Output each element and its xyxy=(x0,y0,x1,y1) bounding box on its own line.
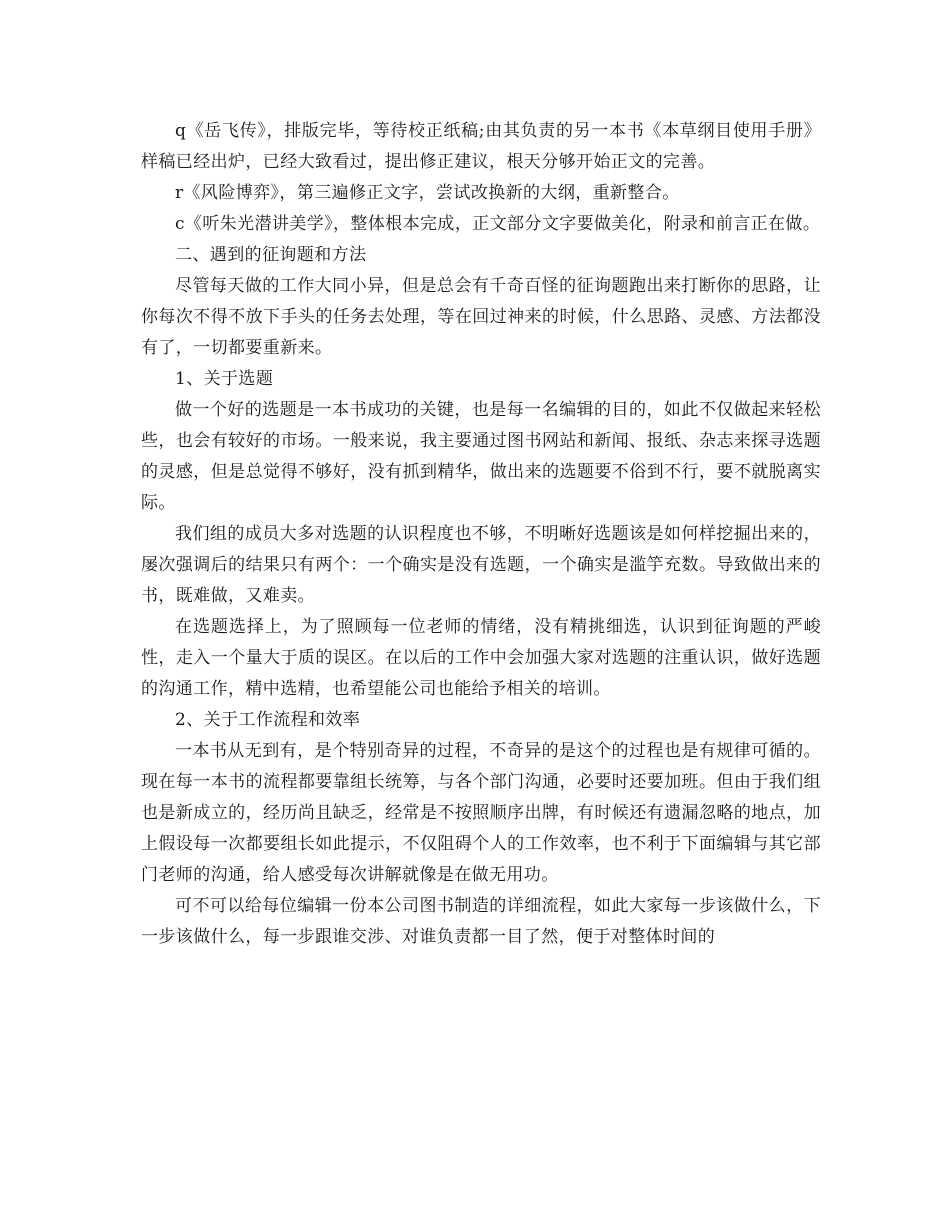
paragraph-workflow-1: 一本书从无到有，是个特别奇异的过程，不奇异的是这个的过程也是有规律可循的。现在每一本书的流程都要靠组长统筹，与各个部门沟通，必要时还要加班。但由于我们组也是新成立的，经历尚且缺乏，经常是不按照顺序出牌，有时候还有遗漏忽略的地点，加上假设每一次都要组长如此提示，不仅阻碍个人的工作效率，也不利于下面编辑与其它部门老师的沟通，给人感受每次讲解就像是在做无用功。 xyxy=(141,741,821,885)
paragraph-book-yuefei: q《岳飞传》，排版完毕，等待校正纸稿;由其负责的另一本书《本草纲目使用手册》样稿已经出炉，已经大致看过，提出修正建议，根天分够开始正文的完善。 xyxy=(141,121,821,172)
paragraph-book-aesthetics: c《听朱光潜讲美学》，整体根本完成，正文部分文字要做美化，附录和前言正在做。 xyxy=(175,214,821,234)
section-heading-problems: 二、遇到的征询题和方法 xyxy=(175,245,367,265)
paragraph-problems-intro: 尽管每天做的工作大同小异，但是总会有千奇百怪的征询题跑出来打断你的思路，让你每次不得不放下手头的任务去处理，等在回过神来的时候，什么思路、灵感、方法都没有了，一切都要重新来。 xyxy=(141,276,821,358)
paragraph-topic-selection-3: 在选题选择上，为了照顾每一位老师的情绪，没有精挑细选，认识到征询题的严峻性，走入一个量大于质的误区。在以后的工作中会加强大家对选题的注重认识，做好选题的沟通工作，精中选精，也希望能公司也能给予相关的培训。 xyxy=(141,617,821,699)
paragraph-topic-selection-1: 做一个好的选题是一本书成功的关键，也是每一名编辑的目的，如此不仅做起来轻松些，也会有较好的市场。一般来说，我主要通过图书网站和新闻、报纸、杂志来探寻选题的灵感，但是总觉得不够好，没有抓到精华，做出来的选题要不俗到不行，要不就脱离实际。 xyxy=(141,400,821,513)
subsection-heading-workflow: 2、关于工作流程和效率 xyxy=(175,710,361,730)
paragraph-book-risk-game: r《风险博弈》，第三遍修正文字，尝试改换新的大纲，重新整合。 xyxy=(175,183,680,203)
subsection-heading-topic-selection: 1、关于选题 xyxy=(175,369,274,389)
paragraph-workflow-2: 可不可以给每位编辑一份本公司图书制造的详细流程，如此大家每一步该做什么，下一步该做什么，每一步跟谁交涉、对谁负责都一目了然，便于对整体时间的 xyxy=(141,896,821,947)
paragraph-topic-selection-2: 我们组的成员大多对选题的认识程度也不够，不明晰好选题该是如何样挖掘出来的，屡次强调后的结果只有两个：一个确实是没有选题，一个确实是滥竽充数。导致做出来的书，既难做，又难卖。 xyxy=(141,524,821,606)
document-body xyxy=(141,116,821,953)
